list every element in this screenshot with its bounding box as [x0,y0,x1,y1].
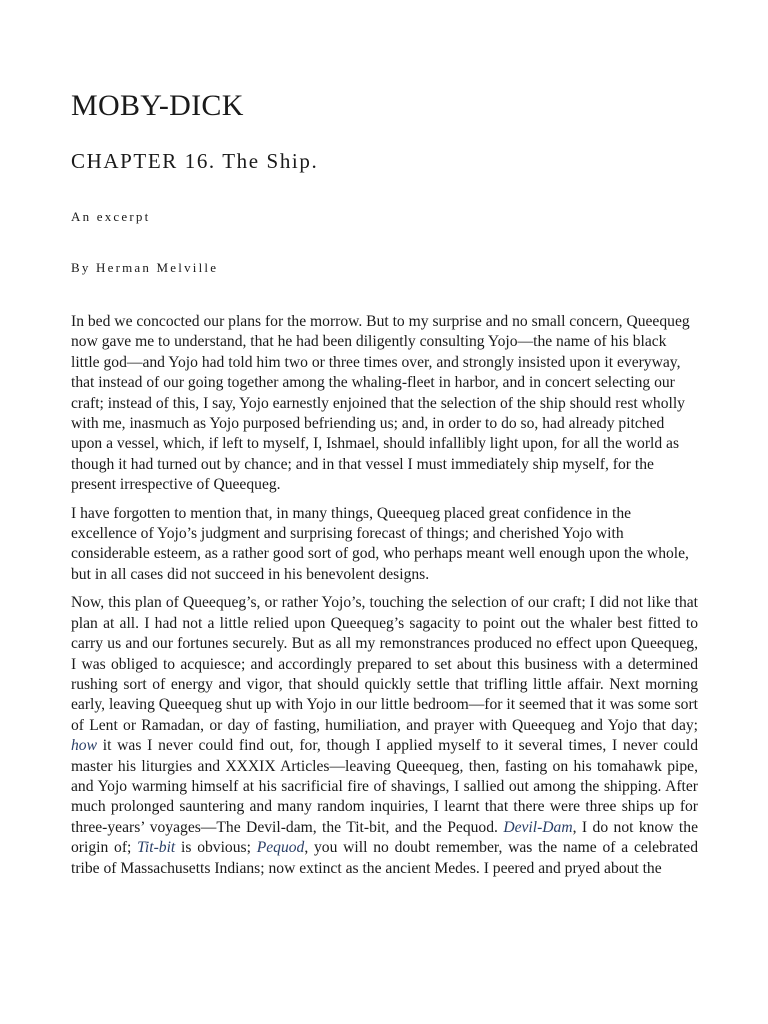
emphasis-pequod: Pequod [256,839,305,857]
book-title: MOBY-DICK [71,89,244,122]
emphasis-how: how [71,737,97,755]
emphasis-devil-dam: Devil-Dam [503,818,573,836]
chapter-body [71,312,698,887]
paragraph-3-text: , I do not know the origin of; [71,818,698,857]
paragraph-3-text: , you will no doubt remember, was the name of a celebrated tribe of Massachusetts Indians; now extinct as the ancient Medes. I peered and pryed about the [71,839,698,877]
paragraph-3 [71,593,698,879]
chapter-title: CHAPTER 16. The Ship. [71,149,319,173]
emphasis-tit-bit: Tit-bit [137,839,176,857]
paragraph-1: In bed we concocted our plans for the morrow. But to my surprise and no small concern, Queequeg now gave me to understand, that he had been diligently consulting Yojo—the name of his black little god—and Yojo had told him two or three times over, and strongly insisted upon it everyway, that instead of our going together among the whaling-fleet in harbor, and in concert selecting our craft; instead of this, I say, Yojo earnestly enjoined that the selection of the ship should rest wholly with me, inasmuch as Yojo purposed befriending us; and, in order to do so, had already pitched upon a vessel, which, if left to myself, I, Ishmael, should infallibly light upon, for all the world as though it had turned out by chance; and in that vessel I must immediately ship myself, for the present irrespective of Queequeg. [71,313,690,494]
paragraph-3-text: it was I never could find out, for, though I applied myself to it several times, I never could master his liturgies and XXXIX Articles—leaving Queequeg, then, fasting on his tomahawk pipe, and Yojo warming himself at his sacrificial fire of shavings, I sallied out among the shipping. After much prolonged sauntering and many random inquiries, I learnt that there were three ships up for three-years’ voyages—The Devil-dam, the Tit-bit, and the Pequod. [71,737,698,836]
paragraph-3-text: is obvious; [175,839,257,857]
author-byline: By Herman Melville [71,260,219,275]
paragraph-3-text: Now, this plan of Queequeg’s, or rather Yojo’s, touching the selection of our craft; I did not like that plan at all. I had not a little relied upon Queequeg’s sagacity to point out the whaler best fitted to carry us and our fortunes securely. But as all my remonstrances produced no effect upon Queequeg, I was obliged to acquiesce; and accordingly prepared to set about this business with a determined rushing sort of energy and vigor, that should quickly settle that trifling little affair. Next morning early, leaving Queequeg shut up with Yojo in our little bedroom—for it seemed that it was some sort of Lent or Ramadan, or day of fasting, humiliation, and prayer with Queequeg and Yojo that day; [71,594,698,734]
excerpt-subtitle: An excerpt [71,209,151,224]
paragraph-2: I have forgotten to mention that, in many things, Queequeg placed great confidence in the excellence of Yojo’s judgment and surprising forecast of things; and cherished Yojo with considerable esteem, as a rather good sort of god, who perhaps meant well enough upon the whole, but in all cases did not succeed in his benevolent designs. [71,504,689,583]
